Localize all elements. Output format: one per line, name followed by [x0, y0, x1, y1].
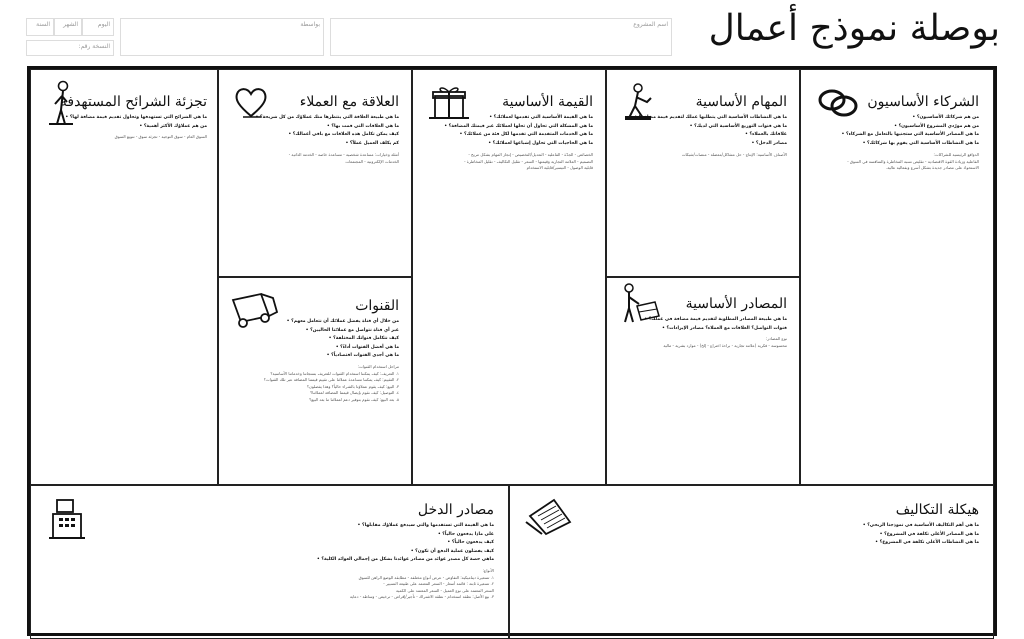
day-label: اليوم: [97, 21, 110, 28]
note: الدوافع الرئيسية للشراكات:: [933, 152, 979, 157]
block-title: القيمة الأساسية: [502, 94, 593, 110]
truck-icon: [229, 290, 279, 330]
notes-list: [464, 152, 593, 172]
note: الأنواع:: [482, 568, 494, 573]
question: من هم عملاؤك الأكثر أهمية؟ •: [65, 123, 207, 132]
question: من هم مورّدي المشروع الأساسيون؟ •: [842, 123, 980, 132]
question: ما هي العلاقات التي قمت بها؟ •: [255, 123, 399, 132]
question: عبر أي قناة نتواصل مع عملائنا الحاليين؟ •: [287, 327, 399, 336]
question: ما هي القيمة التي تستقدمها والتي سيدفع عملاؤك مقابلها؟ •: [317, 522, 494, 531]
question: ما هي القيمة الأساسية التي تقدمها لعملائك؟ •: [444, 114, 593, 123]
block-title: القنوات: [355, 298, 399, 314]
question: على ماذا يدفعون حالياً؟ •: [317, 531, 494, 540]
month-field[interactable]: [54, 18, 82, 36]
document-icon: [524, 496, 574, 536]
question: ما هي أهم التكاليف الأساسية في نموذجنا الربحي؟ •: [863, 522, 979, 531]
year-label: السنة: [36, 21, 50, 28]
question: كيف يفضلون عملية الدفع أن تكون؟ •: [317, 548, 494, 557]
note: ٣. بيع الأصل: نطقة استخدام - نطقة الاشتراك - تأجير/إقراض - ترخيص - وساطة - دعاية: [349, 594, 494, 599]
note: ١. تسعيرة ديناميكية: التفاوض - عرض أنواع مختلفة - مطابقة الوضع الراهن للسوق: [358, 574, 494, 580]
page-title: بوصلة نموذج أعمال: [708, 8, 1000, 49]
notes-list: [682, 152, 787, 159]
question-list: [65, 114, 207, 131]
version-field[interactable]: [26, 40, 114, 56]
question: ما هي المصادر الأساسية التي ستجنيها بالتعامل مع الشركاء؟ •: [842, 131, 980, 140]
question-list: [863, 522, 979, 548]
question: كيف يمكن تكامل هذه العلاقات مع باقي أعمالك؟ •: [255, 131, 399, 140]
block-title: مصادر الدخل: [417, 502, 494, 518]
question-list: [287, 318, 399, 361]
question: ما هي الشرائح التي تستهدفها وتحاول تقديم قيمة مضافة لها؟ •: [65, 114, 207, 123]
question: ما هي النشاطات الأساسية التي يقوم بها شركائك؟ •: [842, 140, 980, 149]
question-list: [842, 114, 980, 148]
note: الأصناف الأساسية: الإنتاج - حل مشاكل/معضلة - منصات/شبكات: [681, 152, 787, 157]
note: ٤. التوصيل: كيف نقوم بإيصال قيمتنا المضافة لعملائنا؟: [310, 390, 399, 395]
question-list: [634, 114, 787, 148]
note: السوق العام - سوق التوجيه - تجزئة سوق - تنويع السوق: [114, 134, 207, 139]
question: علاقاتك بالعملاء؟ •: [634, 131, 787, 140]
notes-list: [847, 152, 979, 172]
notes-list: [264, 364, 399, 403]
question: كيف نتكامل قنواتك المختلفة؟ •: [287, 335, 399, 344]
note: نوع المصادر:: [765, 336, 787, 341]
note: أمثلة وخيارات: مساعدة شخصية - مساعدة خاصة - الخدمة الذاتية -: [288, 152, 399, 157]
by-field[interactable]: [120, 18, 324, 56]
note: الخدمات الإلكترونية - المجتمعات: [345, 158, 399, 164]
note: السعر المعتمد على نوع العميل - السعر المعتمد على الكمية: [395, 587, 494, 593]
question: ما هي المصادر الأعلى تكلفة في المشروع؟ •: [863, 531, 979, 540]
question: مصادر الدخل؟ •: [634, 140, 787, 149]
note: ٥. بعد البيع: كيف نقوم بتوفير دعم لعملائنا ما بعد البيع؟: [309, 396, 399, 402]
note: مراحل استخدام القنوات:: [357, 364, 399, 369]
note: ٢. التقييم: كيف يمكننا مساعدة عملائنا على تقييم قيمتنا المضافة عبر تلك القنوات؟: [263, 377, 399, 382]
note: الخصائص - الجدّة - الفاعلية - التعديل/التخصيص - إنجاز المهام بشكل مريح -: [468, 152, 593, 157]
question: من خلال أي قناة يفضل عملائك أن نتعامل معهم؟ •: [287, 318, 399, 327]
question-list: [644, 316, 787, 333]
cash-register-icon: [45, 496, 89, 542]
block-key-resources[interactable]: [606, 277, 800, 485]
question: ما هي طبيعة العلاقة التي ينتظرها منك عملاؤك من كل شريحة؟ •: [255, 114, 399, 123]
version-label: النسخة رقم:: [78, 43, 110, 50]
note: ٢. تسعيرة ثابتة : قائمة أسعار - السعر المعتمد على طبيعة التسيير -: [383, 581, 494, 586]
block-title: الشركاء الأساسيون: [867, 94, 979, 110]
block-customer-relationships[interactable]: [218, 69, 412, 277]
question: ما هي الخدمات المتقدمة التي تقدمها لكل فئة من عملائك؟ •: [444, 131, 593, 140]
note: الفاعلية وزيادة القوة الاقتصادية - تقليص نسبة المخاطرة والمنافسة في السوق -: [847, 158, 979, 164]
note: محسوسة - فكرية (علامة تجارية - براءة اختراع - إلخ) - موارد بشرية - مالية: [663, 342, 787, 348]
block-title: العلاقة مع العملاء: [299, 94, 399, 110]
note: ٣. البيع: كيف يقوم عملاؤنا بالشراء حالياً؟ وهذا يفضلون؟: [306, 383, 399, 389]
year-field[interactable]: [26, 18, 54, 36]
notes-list: [663, 336, 787, 349]
day-field[interactable]: [82, 18, 114, 36]
project-name-label: اسم المشروع: [633, 21, 668, 28]
block-title: المصادر الأساسية: [685, 296, 787, 312]
notes-list: [115, 134, 207, 141]
block-title: تجزئة الشرائح المستهدفة: [59, 94, 207, 110]
question: ما هي أفضل القنوات أداءً؟ •: [287, 344, 399, 353]
block-key-activities[interactable]: [606, 69, 800, 277]
question: ما هي النشاطات الأساسية التي يتطلبها عملك لتقديم قيمة مضافة؟ •: [634, 114, 787, 123]
question: ما هي قنوات التوزيع الأساسية التي لديك؟ •: [634, 123, 787, 132]
note: ١. التعريف: كيف يمكننا استخدام القنوات للتعريف بمنتجاتنا وخدماتنا الأساسية؟: [270, 370, 399, 376]
question: ما هي النشاطات الأعلى تكلفة في المشروع؟ •: [863, 539, 979, 548]
block-revenue-streams[interactable]: [30, 485, 509, 639]
notes-list: [289, 152, 399, 165]
block-customer-segments[interactable]: [30, 69, 218, 485]
business-model-canvas: [27, 66, 997, 636]
block-channels[interactable]: [218, 277, 412, 485]
question: ماهي حصة كل مصدر عوائد من مصادر عوائدنا بشكل من إجمالي العوائد الكلية؟ •: [317, 556, 494, 565]
month-label: الشهر: [63, 21, 78, 28]
project-name-field[interactable]: [330, 18, 672, 56]
block-cost-structure[interactable]: [509, 485, 994, 639]
by-label: بواسطة: [300, 21, 320, 28]
question: من هم شركائك الأساسيون؟ •: [842, 114, 980, 123]
question-list: [255, 114, 399, 148]
question-list: [317, 522, 494, 565]
notes-list: [350, 568, 494, 601]
block-title: المهام الأساسية: [695, 94, 787, 110]
question: قنوات التواصل؟ العلاقات مع العملاء؟ مصادر الإيرادات؟ •: [644, 325, 787, 334]
note: التصميم - العلامة التجارية وقيمتها - السعر - تقليل التكاليف - تقليل المخاطرة -: [464, 158, 593, 164]
question: ما هي الحاجيات التي تحاول إشباعها لعملائك؟ •: [444, 140, 593, 149]
note: قابلية الوصول - التيسير/قابلية الاستخدام: [526, 165, 593, 170]
question: ما هي أجدى القنوات اقتصادياً؟ •: [287, 352, 399, 361]
question-list: [444, 114, 593, 148]
question: ما هي طبيعة المصادر المطلوبة لتقديم قيمة مضافة في عملك؟ •: [644, 316, 787, 325]
block-key-partners[interactable]: [800, 69, 994, 485]
block-title: هيكلة التكاليف: [895, 502, 979, 518]
question: كيف يدفعون حالياً؟ •: [317, 539, 494, 548]
question: كم يكلف العميل عملاً؟ •: [255, 140, 399, 149]
note: الاستحواذ على مصادر جديدة بشكل أسرع وبفعالية عالية.: [885, 165, 979, 170]
block-value-proposition[interactable]: [412, 69, 606, 485]
question: ما هي المشكلة التي تحاول أن تحلها لعملائك عبر قيمتك المضافة؟ •: [444, 123, 593, 132]
